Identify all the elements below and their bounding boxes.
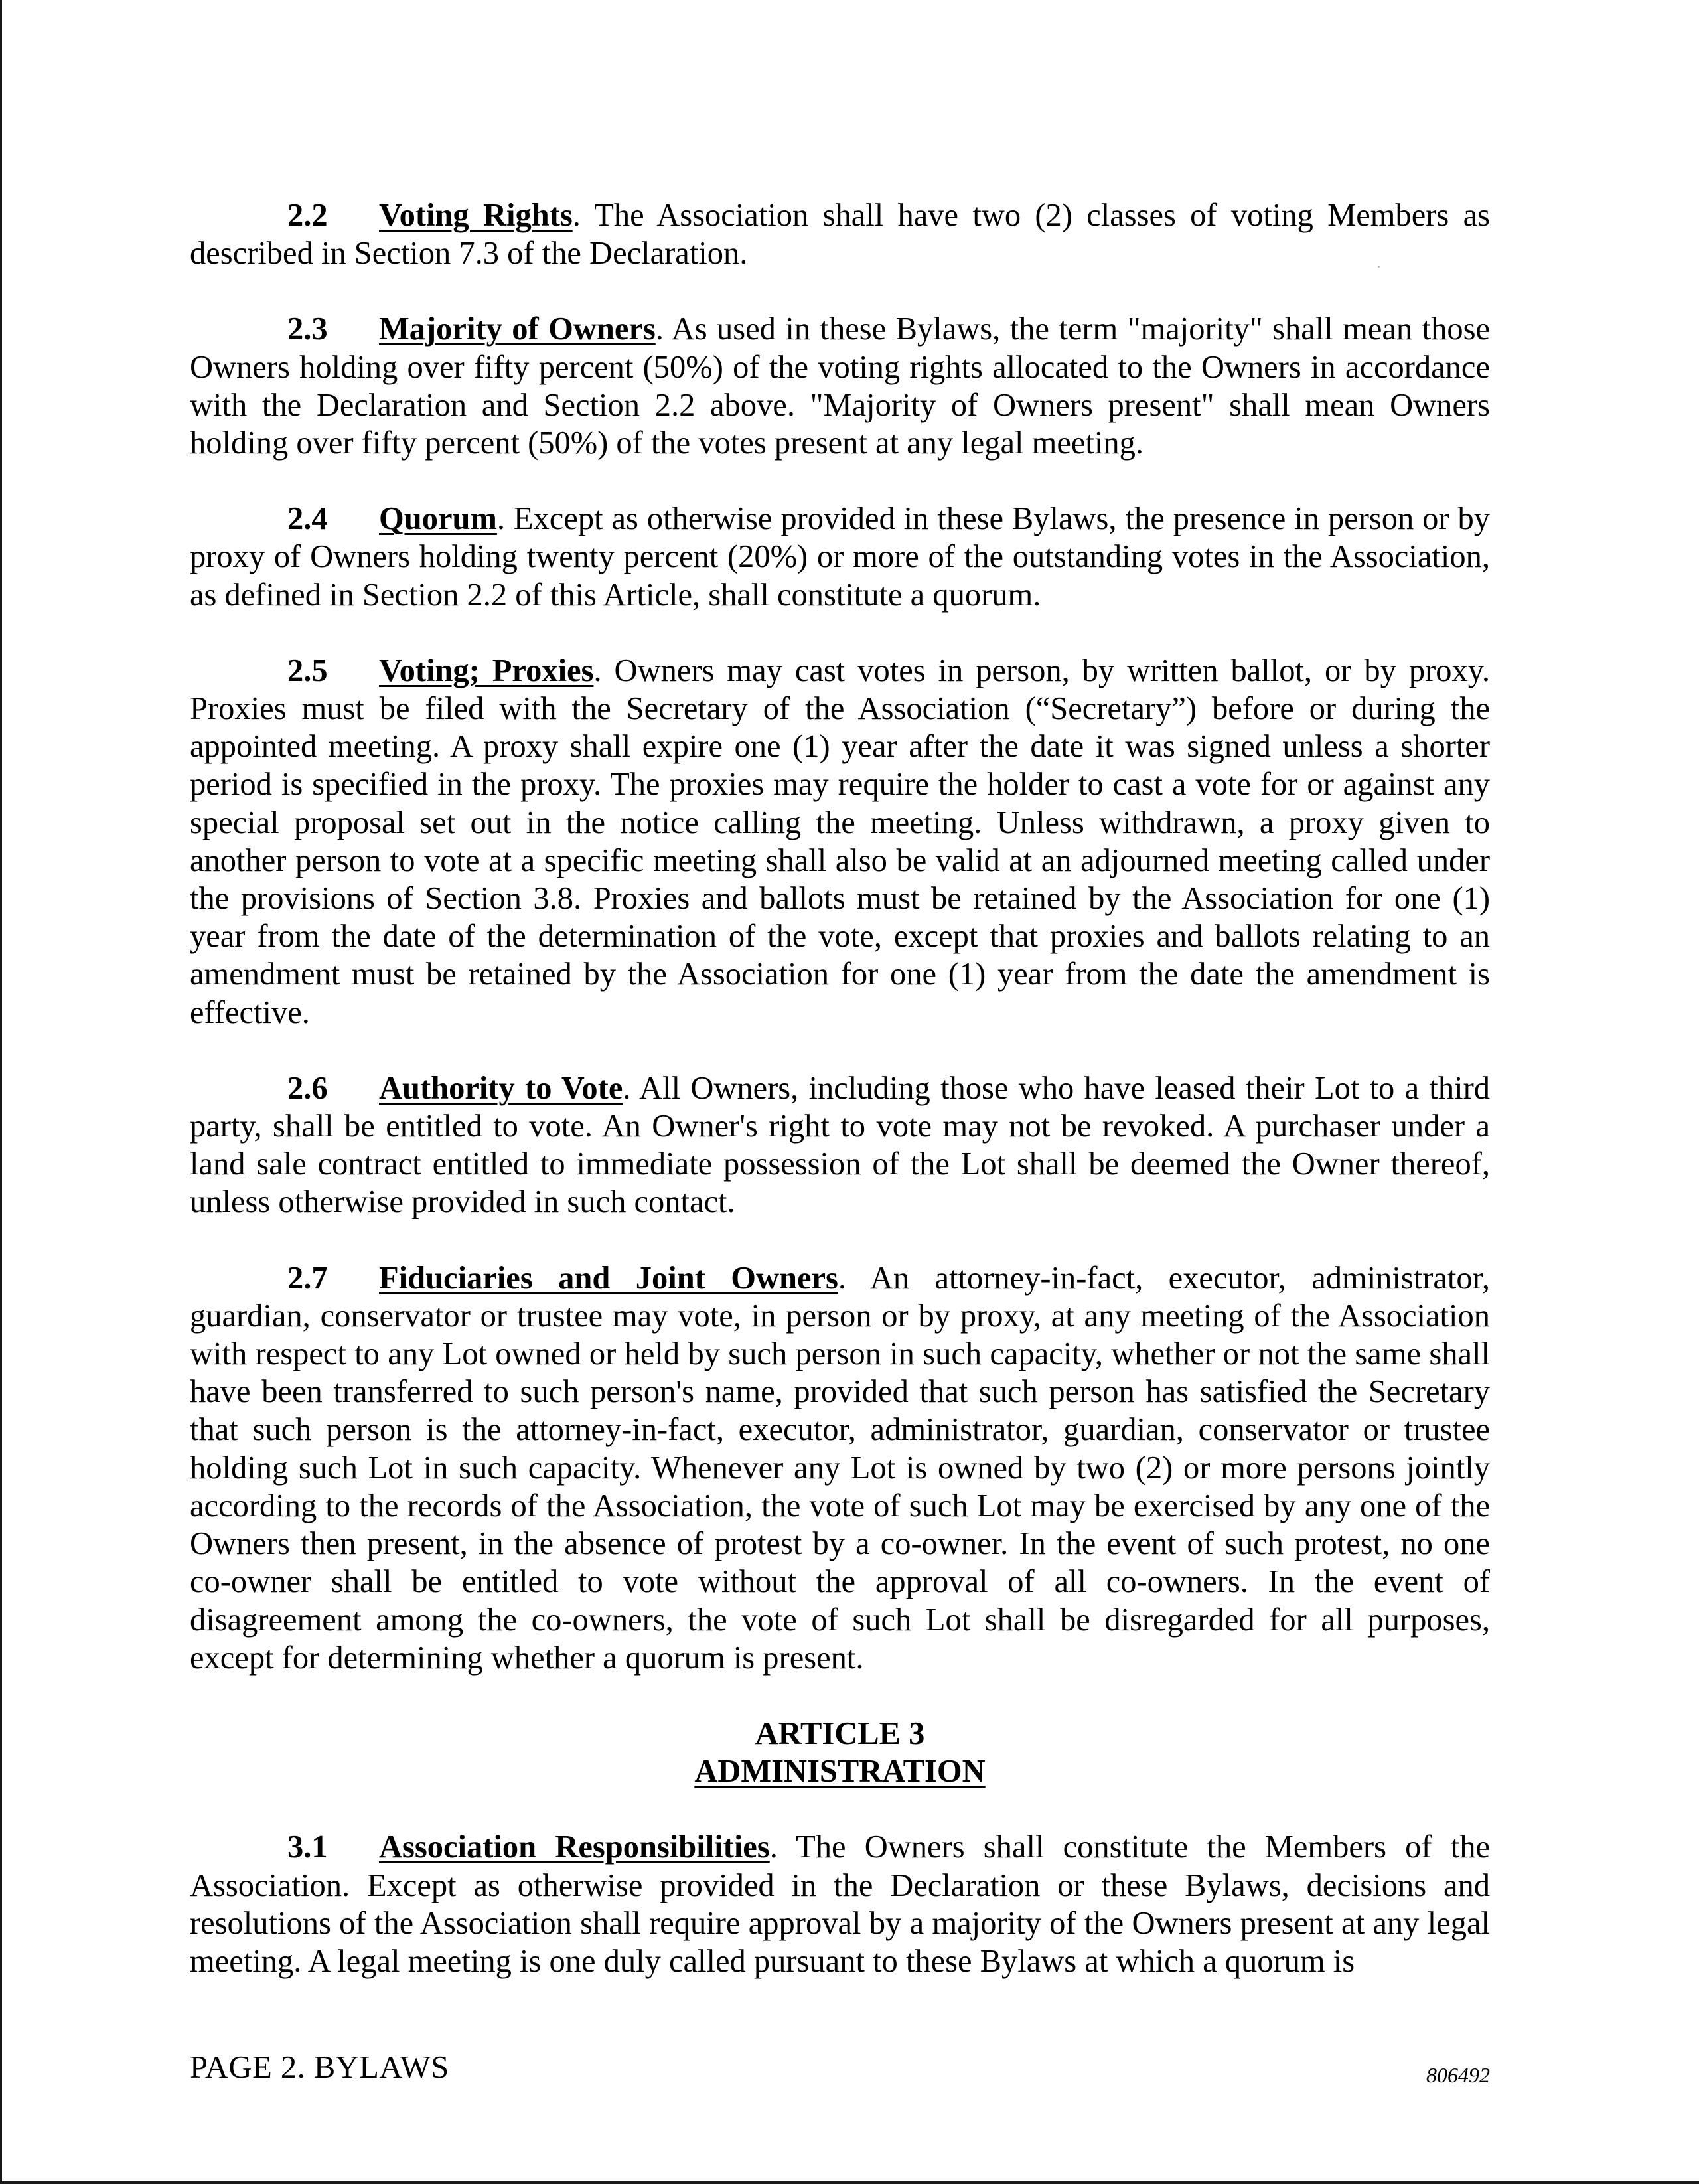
- section-number: 2.6: [287, 1070, 328, 1106]
- section-title: Quorum: [379, 501, 497, 537]
- section-2-3: [190, 310, 1490, 462]
- section-text: . The Association shall have two (2) classes of voting Members as described in Section 7.3 of the Declaration.: [190, 198, 1490, 272]
- section-3-1: [190, 1828, 1490, 1980]
- section-2-4: [190, 500, 1490, 614]
- section-2-5: [190, 652, 1490, 1032]
- section-title: Voting; Proxies: [379, 653, 594, 688]
- footer-page-label: PAGE 2. BYLAWS: [190, 2050, 449, 2085]
- section-number: 2.2: [287, 198, 328, 233]
- section-title: Majority of Owners: [379, 311, 656, 347]
- section-text: . The Owners shall constitute the Members of the Association. Except as otherwise provided in the Declaration or these Bylaws, decisions and resolutions of the Association shall require approval by a majority of the Owners present at any legal meeting. A legal meeting is one duly called pursuant to these Bylaws at which a quorum is: [190, 1830, 1490, 1979]
- section-text: . Except as otherwise provided in these Bylaws, the presence in person or by proxy of Owners holding twenty percent (20%) or more of the outstanding votes in the Association, as defined in Section 2.2 of this Article, shall constitute a quorum.: [190, 501, 1490, 613]
- article-label: ARTICLE 3: [755, 1715, 925, 1751]
- section-number: 2.3: [287, 311, 328, 347]
- section-title: Association Responsibilities: [379, 1830, 770, 1865]
- article-name: ADMINISTRATION: [694, 1754, 986, 1790]
- scan-edge-bottom: [0, 2181, 1699, 2184]
- section-2-2: [190, 196, 1490, 272]
- section-number: 2.7: [287, 1260, 328, 1296]
- section-number: 2.5: [287, 653, 328, 688]
- section-number: 3.1: [287, 1830, 328, 1865]
- footer-document-number: 806492: [1426, 2063, 1490, 2087]
- section-2-7: [190, 1259, 1490, 1677]
- section-title: Fiduciaries and Joint Owners: [379, 1260, 838, 1296]
- section-number: 2.4: [287, 501, 328, 537]
- section-text: . All Owners, including those who have leased their Lot to a third party, shall be entitled to vote. An Owner's right to vote may not be revoked. A purchaser under a land sale contract entitled to immediate possession of the Lot shall be deemed the Owner thereof, unless otherwise provided in such contact.: [190, 1070, 1490, 1220]
- section-2-6: [190, 1069, 1490, 1221]
- section-text: . An attorney-in-fact, executor, administrator, guardian, conservator or trustee may vote, in person or by proxy, at any meeting of the Association with respect to any Lot owned or held by such person in such capacity, whether or not the same shall have been transferred to such person's name, provided that such person has satisfied the Secretary that such person is the attorney-in-fact, executor, administrator, guardian, conservator or trustee holding such Lot in such capacity. Whenever any Lot is owned by two (2) or more persons jointly according to the records of the Association, the vote of such Lot may be exercised by any one of the Owners then present, in the absence of protest by a co-owner. In the event of such protest, no one co-owner shall be entitled to vote without the approval of all co-owners. In the event of disagreement among the co-owners, the vote of such Lot shall be disregarded for all purposes, except for determining whether a quorum is present.: [190, 1260, 1490, 1676]
- section-text: . Owners may cast votes in person, by written ballot, or by proxy. Proxies must be filed with the Secretary of the Association (“Secretary”) before or during the appointed meeting. A proxy shall expire one (1) year after the date it was signed unless a shorter period is specified in the proxy. The proxies may require the holder to cast a vote for or against any special proposal set out in the notice calling the meeting. Unless withdrawn, a proxy given to another person to vote at a specific meeting shall also be valid at an adjourned meeting called under the provisions of Section 3.8. Proxies and ballots must be retained by the Association for one (1) year from the date of the determination of the vote, except that proxies and ballots relating to an amendment must be retained by the Association for one (1) year from the date the amendment is effective.: [190, 653, 1490, 1030]
- section-text: . As used in these Bylaws, the term "majority" shall mean those Owners holding over fifty percent (50%) of the voting rights allocated to the Owners in accordance with the Declaration and Section 2.2 above. "Majority of Owners present" shall mean Owners holding over fifty percent (50%) of the votes present at any legal meeting.: [190, 311, 1490, 461]
- scan-edge-left: [0, 0, 2, 2184]
- section-title: Authority to Vote: [379, 1070, 623, 1106]
- article-heading: [190, 1715, 1490, 1790]
- document-body: [190, 196, 1490, 2018]
- section-title: Voting Rights: [379, 198, 573, 233]
